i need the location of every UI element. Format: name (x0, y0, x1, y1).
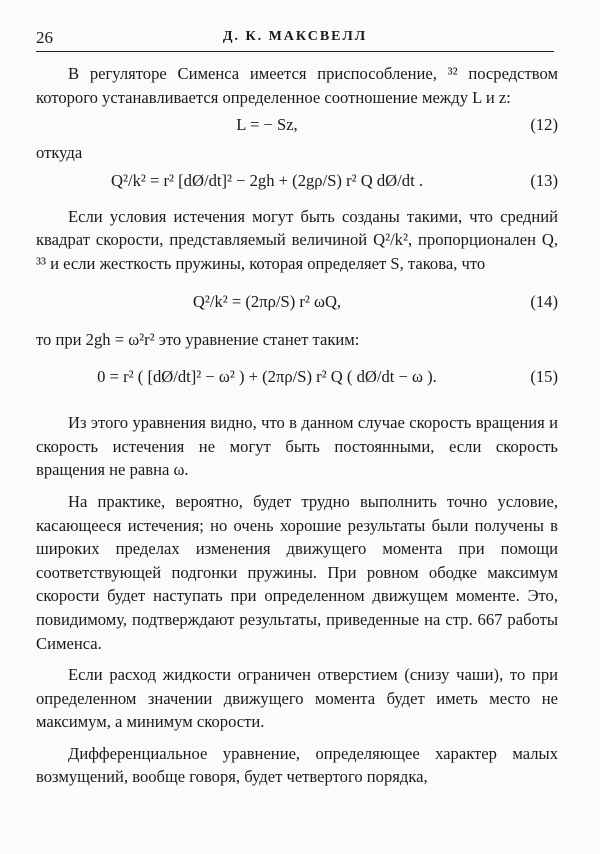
header-rule (36, 51, 554, 52)
page-body (36, 62, 558, 789)
paragraph: откуда (36, 143, 83, 163)
running-title: Д. К. МАКСВЕЛЛ (222, 29, 368, 44)
paragraph: Дифференциальное уравнение, определяющее характер малых возмущений, вообще говоря, будет четвертого порядка, (36, 743, 558, 787)
paragraph: Если расход жидкости ограничен отверстием (снизу чаши), то при определенном значении движущего момента будет иметь место не максимум, а минимум скорости. (36, 665, 558, 732)
paragraph: то при 2gh = ω²r² это уравнение станет таким: (36, 329, 360, 349)
equation-text: 0 = r² ( [dØ/dt]² − ω² ) + (2πρ/S) r² Q ( dØ/dt − ω ). (97, 367, 437, 387)
equation-13 (36, 169, 558, 193)
paragraph: Из этого уравнения видно, что в данном случае скорость вращения и скорость истечения не могут быть постоянными, если скорость вращения не равна ω. (36, 413, 558, 480)
paragraph: Если условия истечения могут быть созданы такими, что средний квадрат скорости, представляемый величиной Q²/k², пропорционален Q, ³³ и если жесткость пружины, которая определяет S, такова, что (36, 206, 558, 273)
paragraph: На практике, вероятно, будет трудно выполнить точно условие, касающееся истечения; но очень хорошие результаты были получены в широких пределах изменения движущего момента при помощи соответствующей подгонки пружины. При ровном ободке максимум скорости будет наступать при определенном движущем моменте. Это, повидимому, подтверждают результаты, приведенные на стр. 667 работы Сименса. (36, 491, 558, 653)
equation-15 (36, 355, 558, 399)
paragraph: В регуляторе Сименса имеется приспособление, ³² посредством которого устанавливается определенное соотношение между L и z: (36, 64, 558, 107)
equation-text: Q²/k² = r² [dØ/dt]² − 2gh + (2gρ/S) r² Q dØ/dt . (111, 170, 423, 190)
equation-number: (12) (530, 115, 558, 135)
page-number: 26 (36, 28, 53, 47)
equation-number: (15) (530, 367, 558, 387)
equation-number: (13) (530, 170, 558, 190)
equation-text: L = − Sz, (236, 115, 298, 135)
equation-number: (14) (530, 291, 558, 311)
equation-12 (36, 113, 558, 137)
equation-text: Q²/k² = (2πρ/S) r² ωQ, (192, 291, 342, 311)
equation-14 (36, 280, 558, 324)
running-header (36, 28, 554, 50)
